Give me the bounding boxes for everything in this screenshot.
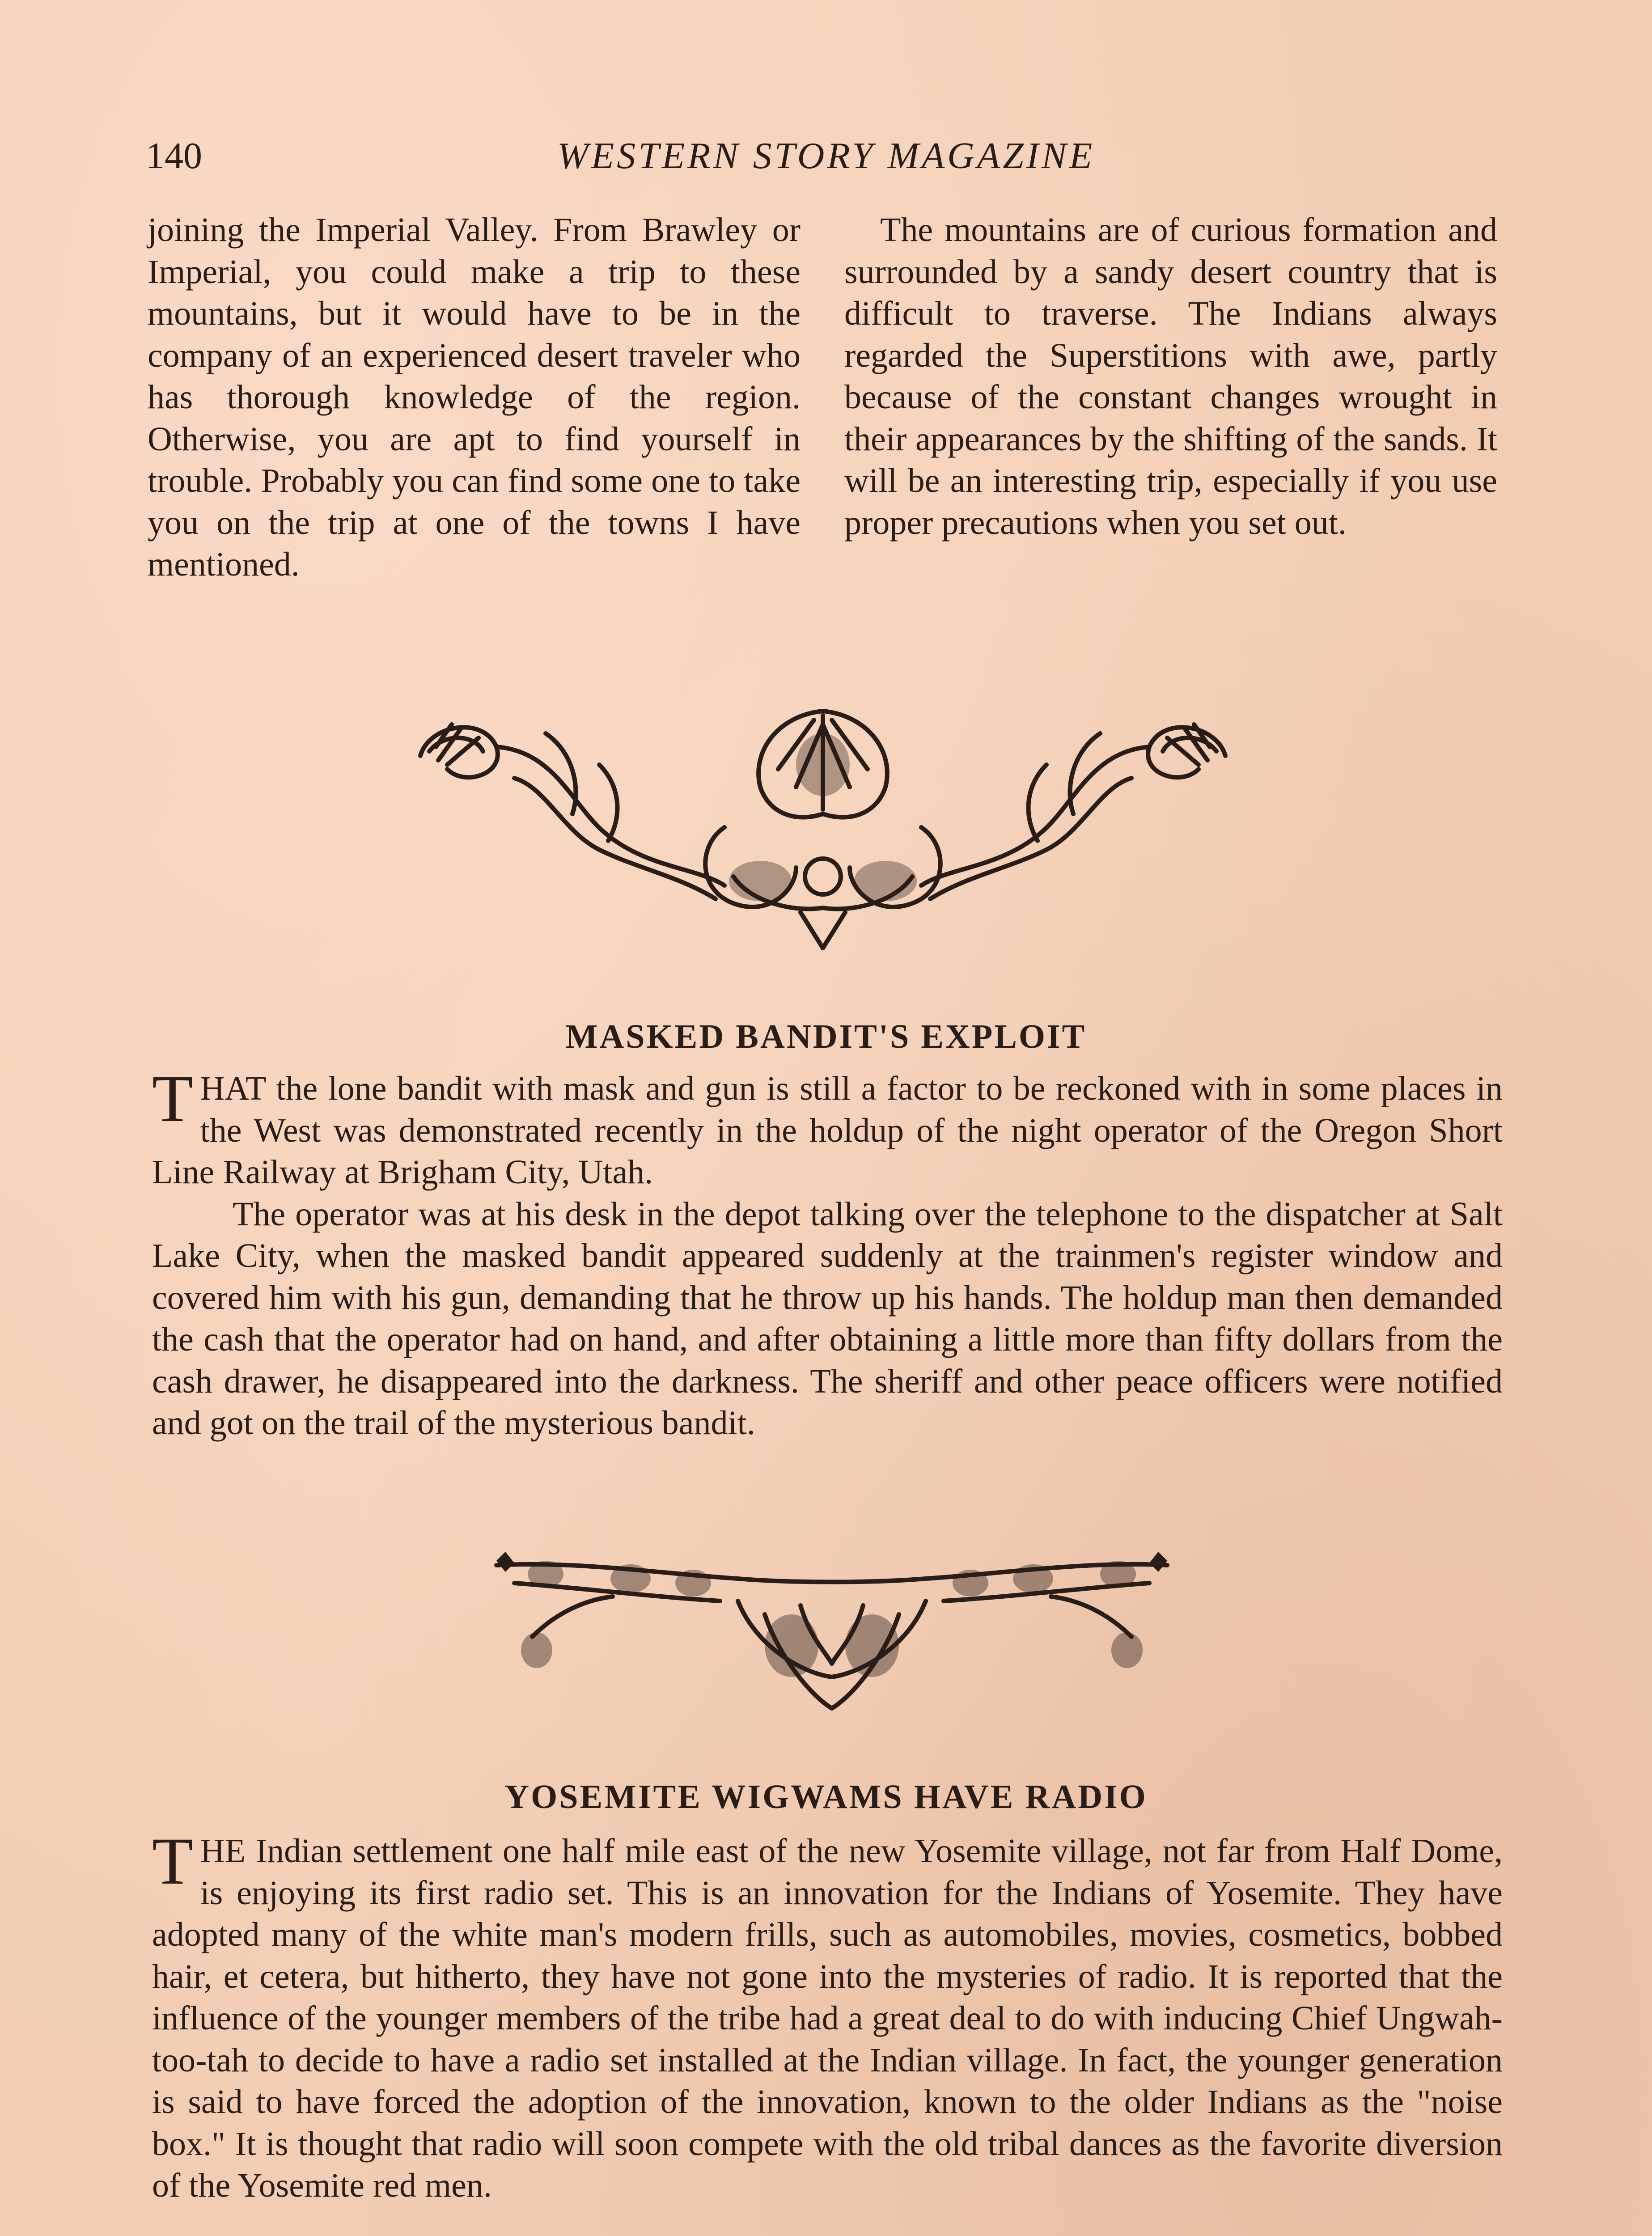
article-2-title: YOSEMITE WIGWAMS HAVE RADIO — [504, 1778, 1148, 1816]
article-1-paragraph-1: HAT the lone bandit with mask and gun is still a factor to be reckoned with in some places in the West was demonstrated recently in the holdup of the night operator of the Oregon Short Line Railway at Brigham City, Utah. — [152, 1070, 1503, 1191]
running-head: WESTERN STORY MAGAZINE — [557, 135, 1095, 177]
article-1-paragraph-2: The operator was at his desk in the depot talking over the telephone to the dispatcher at Salt Lake City, when the masked bandit appeared suddenly at the trainmen's register window and covered him with his gun, demanding that he throw up his hands. The holdup man then demanded the cash that the operator had on hand, and after obtaining a little more than fifty dollars from the cash drawer, he disappeared into the darkness. The sheriff and other peace officers were notified and got on the trail of the mysterious bandit. — [152, 1195, 1503, 1442]
pomegranate-vine-ornament — [487, 1547, 1176, 1717]
intro-left-column — [148, 209, 801, 586]
article-2-body — [152, 1824, 1503, 2207]
drop-cap: T — [152, 1824, 193, 1898]
article-1-title: MASKED BANDIT'S EXPLOIT — [565, 1018, 1087, 1055]
acanthus-ornament — [411, 698, 1234, 957]
intro-right-text: The mountains are of curious formation and surrounded by a sandy desert country that is difficult to traverse. The Indians always regarded the Superstitions with awe, partly because of the constant changes wrought in their appearances by the shifting of the sands. It will be an interesting trip, especially if you use proper precautions when you set out. — [844, 211, 1497, 542]
intro-right-column — [844, 209, 1497, 544]
drop-cap: T — [152, 1062, 193, 1136]
intro-left-text: joining the Imperial Valley. From Brawley or Imperial, you could make a trip to these mountains, but it would have to be in the company of an experienced desert traveler who has thorough knowledge of the region. Otherwise, you are apt to find yourself in trouble. Probably you can find some one to take you on the trip at one of the towns I have mentioned. — [148, 211, 801, 583]
article-1-body — [152, 1062, 1503, 1444]
article-2-paragraph-1: HE Indian settlement one half mile east of the new Yosemite village, not far from Half Dome, is enjoying its first radio set. This is an innovation for the Indians of Yosemite. They have adopted many of the white man's modern frills, such as automobiles, movies, cosmetics, bobbed hair, et cetera, but hitherto, they have not gone into the mysteries of radio. It is reported that the influence of the younger members of the tribe had a great deal to do with inducing Chief Ungwah-too-tah to decide to have a radio set installed at the Indian village. In fact, the younger generation is said to have forced the adoption of the innovation, known to the older Indians as the "noise box." It is thought that radio will soon compete with the old tribal dances as the favorite diversion of the Yosemite red men. — [152, 1832, 1503, 2204]
page-number: 140 — [146, 135, 202, 177]
